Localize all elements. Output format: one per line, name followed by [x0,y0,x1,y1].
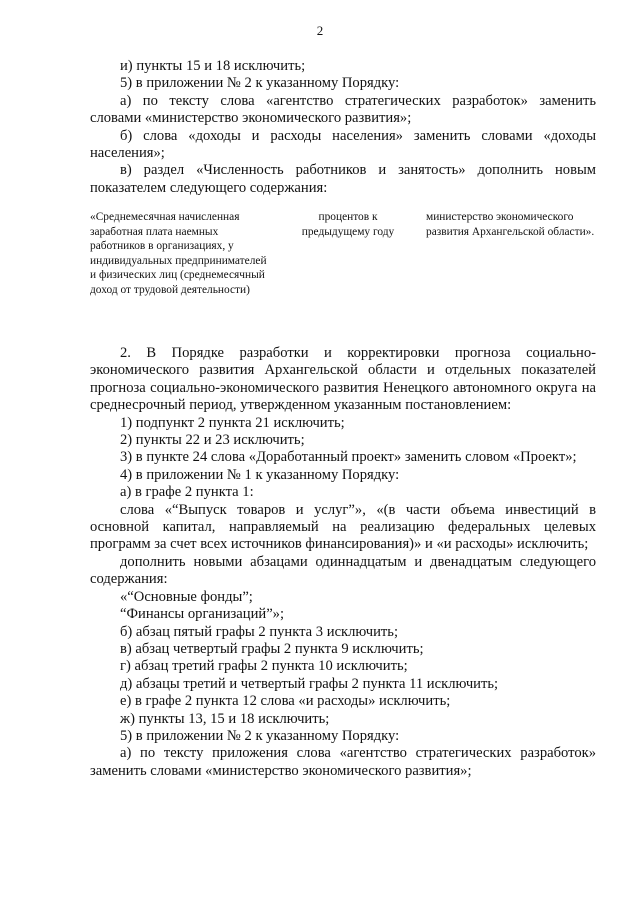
paragraph: 1) подпункт 2 пункта 21 исключить; [120,414,345,431]
paragraph: «“Основные фонды”; [120,588,253,605]
paragraph: а) по тексту приложения слова «агентство стратегических разработок» заменить словами «министерство экономического развития»; [90,745,596,779]
page-number: 2 [316,23,324,38]
paragraph: в) раздел «Численность работников и занятость» дополнить новым показателем следующего содержания: [90,162,596,196]
section-amendments-1 [90,58,596,197]
paragraph: и) пункты 15 и 18 исключить; [120,58,306,74]
paragraph: е) в графе 2 пункта 12 слова «и расходы» исключить; [120,693,451,710]
paragraph: б) абзац пятый графы 2 пункта 3 исключить; [120,623,399,640]
paragraph: “Финансы организаций”»; [120,606,285,623]
paragraph: г) абзац третий графы 2 пункта 10 исключить; [120,658,408,675]
paragraph: ж) пункты 13, 15 и 18 исключить; [120,710,330,727]
paragraph: а) в графе 2 пункта 1: [120,484,254,501]
paragraph: 3) в пункте 24 слова «Доработанный проект» заменить словом «Проект»; [120,449,577,466]
indicator-unit-cell: процентов к предыдущему году [301,211,395,238]
paragraph: б) слова «доходы и расходы населения» заменить словами «доходы населения»; [90,127,596,162]
indicator-responsible-cell: министерство экономического развития Архангельской области». [426,211,595,238]
paragraph: 2) пункты 22 и 23 исключить; [120,432,305,449]
paragraph: 5) в приложении № 2 к указанному Порядку: [120,727,400,744]
paragraph: слова «“Выпуск товаров и услуг”», «(в части объема инвестиций в основной капитал, направляемый на реализацию федеральных целевых программ за счет всех источников финансирования)» и «и расходы» исключить; [90,501,596,553]
paragraph: 2. В Порядке разработки и корректировки прогноза социально-экономического развития Архангельской области и отдельных показателей прогноза социально-экономического развития Ненецкого автономного округа на среднесрочный период, утвержденном указанным постановлением: [90,345,596,414]
paragraph: в) абзац четвертый графы 2 пункта 9 исключить; [120,640,424,657]
indicator-name-cell: «Среднемесячная начисленная заработная плата наемных работников в организациях, у индивидуальных предпринимателей и физических лиц (среднемесячный доход от трудовой деятельности) [90,211,267,296]
paragraph: 5) в приложении № 2 к указанному Порядку: [120,75,400,92]
paragraph: дополнить новыми абзацами одиннадцатым и двенадцатым следующего содержания: [90,553,596,588]
section-amendments-2 [90,345,596,780]
paragraph: а) по тексту слова «агентство стратегических разработок» заменить словами «министерство экономического развития»; [90,92,596,127]
paragraph: д) абзацы третий и четвертый графы 2 пункта 11 исключить; [120,675,499,692]
paragraph: 4) в приложении № 1 к указанному Порядку: [120,466,400,483]
